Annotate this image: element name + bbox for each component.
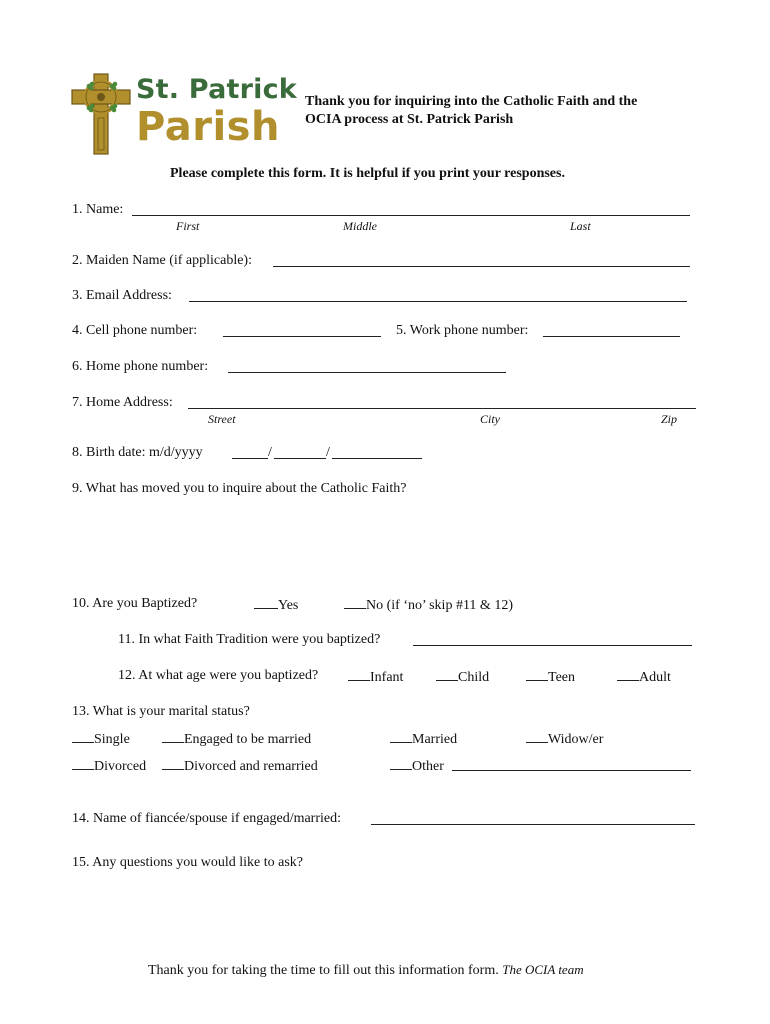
status-single-option[interactable] <box>72 730 130 748</box>
age-adult-blank[interactable] <box>617 668 639 681</box>
status-divorced-option[interactable] <box>72 757 146 775</box>
status-married-label: Married <box>412 732 458 747</box>
age-child-label: Child <box>458 670 490 685</box>
status-married-blank[interactable] <box>390 730 412 743</box>
birth-sep1: / <box>268 445 272 460</box>
status-widow-label: Widow/er <box>548 732 604 747</box>
footer-thanks <box>148 962 584 979</box>
baptized-yes-option[interactable] <box>254 596 298 614</box>
address-zip-caption: Zip <box>661 412 678 426</box>
status-engaged-label: Engaged to be married <box>184 732 312 747</box>
address-city-caption: City <box>480 412 500 426</box>
parish-logo <box>70 72 300 156</box>
q5-label: 5. Work phone number: <box>396 323 529 338</box>
age-infant-blank[interactable] <box>348 668 370 681</box>
address-street-caption: Street <box>208 412 236 426</box>
age-infant-label: Infant <box>370 670 404 685</box>
age-adult-label: Adult <box>639 670 671 685</box>
status-engaged-option[interactable] <box>162 730 311 748</box>
q10-label: 10. Are you Baptized? <box>72 596 198 611</box>
status-single-blank[interactable] <box>72 730 94 743</box>
baptized-no-blank[interactable] <box>344 596 366 609</box>
baptized-no-label: No (if ‘no’ skip #11 & 12) <box>366 598 513 613</box>
q4-label: 4. Cell phone number: <box>72 323 198 338</box>
q15-answer-area[interactable] <box>72 876 692 952</box>
age-child-blank[interactable] <box>436 668 458 681</box>
q1-label: 1. Name: <box>72 202 124 217</box>
status-single-label: Single <box>94 732 130 747</box>
intro-line1: Thank you for inquiring into the Catholic Faith and the <box>305 94 638 109</box>
age-adult-option[interactable] <box>617 668 671 686</box>
q9-answer-area[interactable] <box>72 500 692 588</box>
form-instruction: Please complete this form. It is helpful if you print your responses. <box>170 166 565 181</box>
logo-line2: Parish <box>136 104 280 150</box>
name-last-caption: Last <box>570 219 591 233</box>
home-address-input[interactable] <box>188 408 696 409</box>
status-married-option[interactable] <box>390 730 457 748</box>
status-other-option[interactable] <box>390 757 444 775</box>
q11-label: 11. In what Faith Tradition were you baptized? <box>118 632 381 647</box>
birth-year-input[interactable] <box>332 458 422 459</box>
status-widow-option[interactable] <box>526 730 603 748</box>
status-other-input[interactable] <box>452 770 691 771</box>
email-input[interactable] <box>189 301 687 302</box>
q15-label: 15. Any questions you would like to ask? <box>72 855 303 870</box>
work-phone-input[interactable] <box>543 336 680 337</box>
status-other-label: Other <box>412 759 444 774</box>
q12-label: 12. At what age were you baptized? <box>118 668 319 683</box>
status-divorced-blank[interactable] <box>72 757 94 770</box>
intro-line2: OCIA process at St. Patrick Parish <box>305 112 514 127</box>
baptized-yes-blank[interactable] <box>254 596 278 609</box>
logo-line1: St. Patrick <box>136 74 297 105</box>
status-engaged-blank[interactable] <box>162 730 184 743</box>
q2-label: 2. Maiden Name (if applicable): <box>72 253 252 268</box>
status-remarried-label: Divorced and remarried <box>184 759 318 774</box>
name-middle-caption: Middle <box>343 219 377 233</box>
faith-tradition-input[interactable] <box>413 645 692 646</box>
home-phone-input[interactable] <box>228 372 506 373</box>
status-remarried-blank[interactable] <box>162 757 184 770</box>
status-remarried-option[interactable] <box>162 757 318 775</box>
age-teen-label: Teen <box>548 670 576 685</box>
status-widow-blank[interactable] <box>526 730 548 743</box>
footer-signature: The OCIA team <box>502 962 584 977</box>
baptized-yes-label: Yes <box>278 598 299 613</box>
q9-label: 9. What has moved you to inquire about the Catholic Faith? <box>72 481 407 496</box>
maiden-name-input[interactable] <box>273 266 690 267</box>
q14-label: 14. Name of fiancée/spouse if engaged/married: <box>72 811 342 826</box>
q13-label: 13. What is your marital status? <box>72 704 250 719</box>
status-divorced-label: Divorced <box>94 759 147 774</box>
name-input[interactable] <box>132 215 690 216</box>
baptized-no-option[interactable] <box>344 596 513 614</box>
birth-sep2: / <box>326 445 330 460</box>
footer-thanks-text: Thank you for taking the time to fill out this information form. <box>148 963 499 978</box>
cell-phone-input[interactable] <box>223 336 381 337</box>
birth-day-input[interactable] <box>274 458 326 459</box>
q6-label: 6. Home phone number: <box>72 359 209 374</box>
age-infant-option[interactable] <box>348 668 403 686</box>
fiancee-spouse-input[interactable] <box>371 824 695 825</box>
age-teen-blank[interactable] <box>526 668 548 681</box>
age-child-option[interactable] <box>436 668 489 686</box>
q7-label: 7. Home Address: <box>72 395 173 410</box>
name-first-caption: First <box>176 219 200 233</box>
age-teen-option[interactable] <box>526 668 575 686</box>
celtic-cross-icon <box>70 72 132 156</box>
birth-month-input[interactable] <box>232 458 268 459</box>
q3-label: 3. Email Address: <box>72 288 172 303</box>
q8-label: 8. Birth date: m/d/yyyy <box>72 445 203 460</box>
status-other-blank[interactable] <box>390 757 412 770</box>
